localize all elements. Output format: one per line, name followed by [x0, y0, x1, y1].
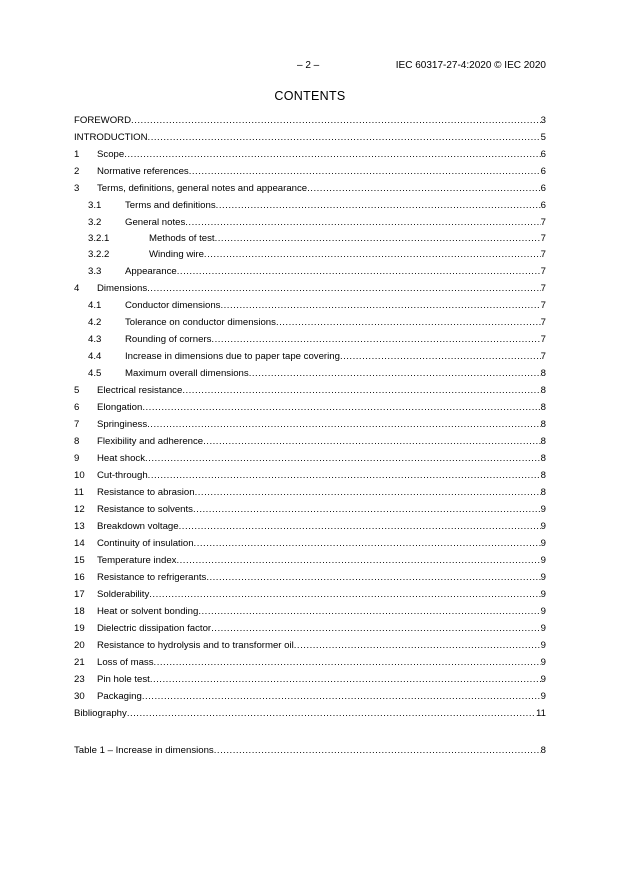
page-number: – 2 –	[297, 60, 320, 71]
toc-entry-title: Rounding of corners	[125, 334, 212, 345]
toc-entry[interactable]	[74, 399, 546, 416]
page-header	[0, 60, 620, 74]
toc-dot-leader	[127, 705, 536, 722]
toc-entry[interactable]	[74, 263, 546, 280]
toc-entry[interactable]	[74, 518, 546, 535]
toc-entry[interactable]	[74, 688, 546, 705]
toc-entry-number: 1	[74, 149, 80, 160]
toc-entry-page: 9	[540, 589, 546, 600]
toc-entry[interactable]	[74, 569, 546, 586]
toc-entry-number: 6	[74, 402, 80, 413]
toc-entry-number: 21	[74, 657, 85, 668]
toc-dot-leader	[147, 416, 541, 433]
toc-dot-leader	[131, 112, 541, 129]
toc-entry-title: Methods of test	[149, 233, 215, 244]
toc-dot-leader	[142, 399, 540, 416]
toc-dot-leader	[194, 535, 541, 552]
toc-entry-page: 9	[540, 521, 546, 532]
toc-entry-page: 8	[540, 453, 546, 464]
toc-dot-leader	[211, 331, 540, 348]
toc-entry-page: 11	[536, 708, 546, 719]
toc-dot-leader	[211, 620, 541, 637]
toc-entry[interactable]	[74, 586, 546, 603]
toc-entry-page: 7	[540, 334, 546, 345]
toc-entry-page: 9	[540, 657, 546, 668]
toc-entry-page: 7	[540, 351, 546, 362]
toc-entry-title: Dimensions	[97, 283, 148, 294]
toc-entry[interactable]	[74, 297, 546, 314]
toc-entry-page: 8	[540, 368, 546, 379]
toc-dot-leader	[148, 129, 541, 146]
toc-entry-number: 15	[74, 555, 85, 566]
toc-entry-title: Heat or solvent bonding	[97, 606, 199, 617]
toc-entry-page: 7	[540, 266, 546, 277]
toc-entry[interactable]	[74, 365, 546, 382]
toc-entry-number: 17	[74, 589, 85, 600]
toc-entry[interactable]	[74, 552, 546, 569]
toc-dot-leader	[206, 569, 540, 586]
toc-entry[interactable]	[74, 231, 546, 247]
toc-entry-number: 23	[74, 674, 85, 685]
toc-dot-leader	[145, 450, 541, 467]
toc-entry[interactable]	[74, 382, 546, 399]
toc-entry-number: 3.2	[88, 217, 102, 228]
toc-entry-number: 4	[74, 283, 80, 294]
toc-dot-leader	[150, 671, 541, 688]
toc-entry-number: 4.4	[88, 351, 102, 362]
toc-entry-number: 2	[74, 166, 80, 177]
toc-entry[interactable]	[74, 603, 546, 620]
toc-dot-leader	[215, 231, 541, 247]
toc-entry-number: 3.3	[88, 266, 102, 277]
toc-entry-page: 7	[540, 300, 546, 311]
toc-entry-page: 9	[540, 504, 546, 515]
toc-entry-page: 7	[540, 233, 546, 244]
toc-entry-page: 9	[540, 572, 546, 583]
toc-entry-page: 3	[540, 115, 546, 126]
toc-entry-number: 4.3	[88, 334, 102, 345]
toc-entry[interactable]	[74, 163, 546, 180]
toc-dot-leader	[185, 214, 540, 231]
toc-entry[interactable]	[74, 112, 546, 129]
toc-entry-number: 3	[74, 183, 80, 194]
toc-entry[interactable]	[74, 331, 546, 348]
toc-entry-page: 7	[540, 317, 546, 328]
toc-dot-leader	[216, 197, 541, 214]
toc-dot-leader	[142, 688, 541, 705]
toc-entry-page: 7	[540, 283, 546, 294]
toc-entry-title: Normative references	[97, 166, 189, 177]
toc-dot-leader	[276, 314, 541, 331]
toc-entry[interactable]	[74, 247, 546, 263]
toc-dot-leader	[340, 348, 541, 365]
toc-entry-title: Solderability	[97, 589, 150, 600]
toc-entry[interactable]	[74, 280, 546, 297]
toc-dot-leader	[149, 586, 540, 603]
toc-entry-page: 8	[540, 436, 546, 447]
toc-entry-title: Resistance to solvents	[97, 504, 193, 515]
toc-entry-number: 30	[74, 691, 85, 702]
toc-entry-title: Increase in dimensions due to paper tape covering	[125, 351, 340, 362]
toc-dot-leader	[195, 484, 541, 501]
toc-entry-number: 9	[74, 453, 80, 464]
toc-entry-page: 6	[540, 166, 546, 177]
toc-entry-title: Loss of mass	[97, 657, 154, 668]
toc-section-gap	[74, 722, 546, 742]
toc-entry-title: Dielectric dissipation factor	[97, 623, 212, 634]
toc-entry-page: 8	[540, 385, 546, 396]
toc-entry-page: 8	[540, 487, 546, 498]
toc-entry-page: 9	[540, 606, 546, 617]
contents-title: CONTENTS	[274, 89, 346, 103]
toc-entry-number: 12	[74, 504, 85, 515]
toc-entry-title: Bibliography	[74, 708, 127, 719]
toc-entry[interactable]	[74, 314, 546, 331]
toc-entry[interactable]	[74, 501, 546, 518]
toc-entry-title: Table 1 – Increase in dimensions	[74, 745, 214, 756]
toc-dot-leader	[154, 654, 541, 671]
toc-entry-page: 8	[540, 745, 546, 756]
toc-entry[interactable]	[74, 450, 546, 467]
toc-entry-page: 8	[540, 402, 546, 413]
toc-dot-leader	[198, 603, 540, 620]
toc-entry-page: 9	[540, 691, 546, 702]
toc-entry-page: 7	[540, 249, 546, 260]
toc-dot-leader	[193, 501, 541, 518]
document-reference: IEC 60317-27-4:2020 © IEC 2020	[395, 60, 546, 71]
toc-dot-leader	[124, 146, 540, 163]
toc-entry[interactable]	[74, 705, 546, 722]
toc-entry-title: Packaging	[97, 691, 142, 702]
toc-dot-leader	[203, 433, 541, 450]
toc-table-entry[interactable]	[74, 742, 546, 759]
toc-entry[interactable]	[74, 484, 546, 501]
toc-entry-page: 9	[540, 538, 546, 549]
toc-entry-title: Elongation	[97, 402, 143, 413]
toc-entry[interactable]	[74, 654, 546, 671]
toc-entry[interactable]	[74, 197, 546, 214]
toc-entry-title: Heat shock	[97, 453, 145, 464]
toc-entry-title: Tolerance on conductor dimensions	[125, 317, 276, 328]
toc-entry[interactable]	[74, 671, 546, 688]
toc-entry[interactable]	[74, 433, 546, 450]
toc-entry-title: Pin hole test	[97, 674, 150, 685]
toc-entry-page: 7	[540, 217, 546, 228]
toc-entry[interactable]	[74, 535, 546, 552]
toc-dot-leader	[177, 263, 541, 280]
toc-entry-title: Scope	[97, 149, 125, 160]
toc-entry-title: Terms, definitions, general notes and appearance	[97, 183, 308, 194]
toc-entry-number: 18	[74, 606, 85, 617]
toc-entry-page: 9	[540, 674, 546, 685]
toc-entry-number: 4.1	[88, 300, 102, 311]
toc-entry[interactable]	[74, 467, 546, 484]
toc-entry-title: INTRODUCTION	[74, 132, 148, 143]
toc-entry-number: 4.2	[88, 317, 102, 328]
toc-entry-number: 14	[74, 538, 85, 549]
toc-entry-title: Maximum overall dimensions	[125, 368, 249, 379]
table-of-contents	[74, 112, 546, 759]
toc-entry[interactable]	[74, 146, 546, 163]
toc-entry-title: FOREWORD	[74, 115, 132, 126]
toc-entry-title: Temperature index	[97, 555, 177, 566]
toc-entry-page: 5	[540, 132, 546, 143]
toc-dot-leader	[182, 382, 540, 399]
toc-entry-title: Appearance	[125, 266, 177, 277]
toc-dot-leader	[189, 163, 541, 180]
toc-entry-title: Breakdown voltage	[97, 521, 179, 532]
toc-entry-page: 9	[540, 640, 546, 651]
toc-entry[interactable]	[74, 416, 546, 433]
toc-entry[interactable]	[74, 129, 546, 146]
toc-entry-page: 8	[540, 419, 546, 430]
toc-entry[interactable]	[74, 180, 546, 197]
toc-entry-number: 16	[74, 572, 85, 583]
toc-entry-number: 20	[74, 640, 85, 651]
toc-dot-leader	[148, 467, 541, 484]
toc-dot-leader	[147, 280, 541, 297]
toc-entry-title: Springiness	[97, 419, 148, 430]
toc-entry-title: Electrical resistance	[97, 385, 183, 396]
toc-dot-leader	[294, 637, 541, 654]
toc-entry-number: 5	[74, 385, 80, 396]
toc-entry-title: Winding wire	[149, 249, 204, 260]
toc-entry-number: 4.5	[88, 368, 102, 379]
toc-entry-page: 9	[540, 623, 546, 634]
toc-entry[interactable]	[74, 637, 546, 654]
toc-entry-number: 7	[74, 419, 80, 430]
toc-entry-number: 3.2.1	[88, 233, 110, 244]
toc-entry-title: Cut-through	[97, 470, 148, 481]
toc-entry[interactable]	[74, 620, 546, 637]
toc-entry-number: 10	[74, 470, 85, 481]
toc-entry-title: Conductor dimensions	[125, 300, 221, 311]
toc-entry-title: Resistance to hydrolysis and to transformer oil	[97, 640, 294, 651]
toc-dot-leader	[179, 518, 541, 535]
toc-entry-title: Resistance to refrigerants	[97, 572, 207, 583]
toc-dot-leader	[307, 180, 541, 197]
toc-entry-page: 6	[540, 149, 546, 160]
toc-entry-title: Flexibility and adherence	[97, 436, 204, 447]
toc-entry-number: 3.1	[88, 200, 102, 211]
toc-entry-title: Terms and definitions	[125, 200, 216, 211]
toc-dot-leader	[220, 297, 540, 314]
toc-entry[interactable]	[74, 214, 546, 231]
toc-entry-number: 8	[74, 436, 80, 447]
toc-entry-page: 8	[540, 470, 546, 481]
toc-dot-leader	[214, 742, 541, 759]
toc-entry-number: 13	[74, 521, 85, 532]
toc-entry-number: 3.2.2	[88, 249, 110, 260]
toc-entry-page: 6	[540, 200, 546, 211]
toc-entry-title: Resistance to abrasion	[97, 487, 195, 498]
toc-entry-page: 9	[540, 555, 546, 566]
toc-entry-page: 6	[540, 183, 546, 194]
toc-dot-leader	[249, 365, 541, 382]
toc-entry[interactable]	[74, 348, 546, 365]
toc-dot-leader	[204, 247, 541, 263]
toc-entry-number: 11	[74, 487, 84, 498]
toc-entry-title: Continuity of insulation	[97, 538, 194, 549]
toc-entry-title: General notes	[125, 217, 186, 228]
toc-entry-number: 19	[74, 623, 85, 634]
toc-dot-leader	[176, 552, 540, 569]
